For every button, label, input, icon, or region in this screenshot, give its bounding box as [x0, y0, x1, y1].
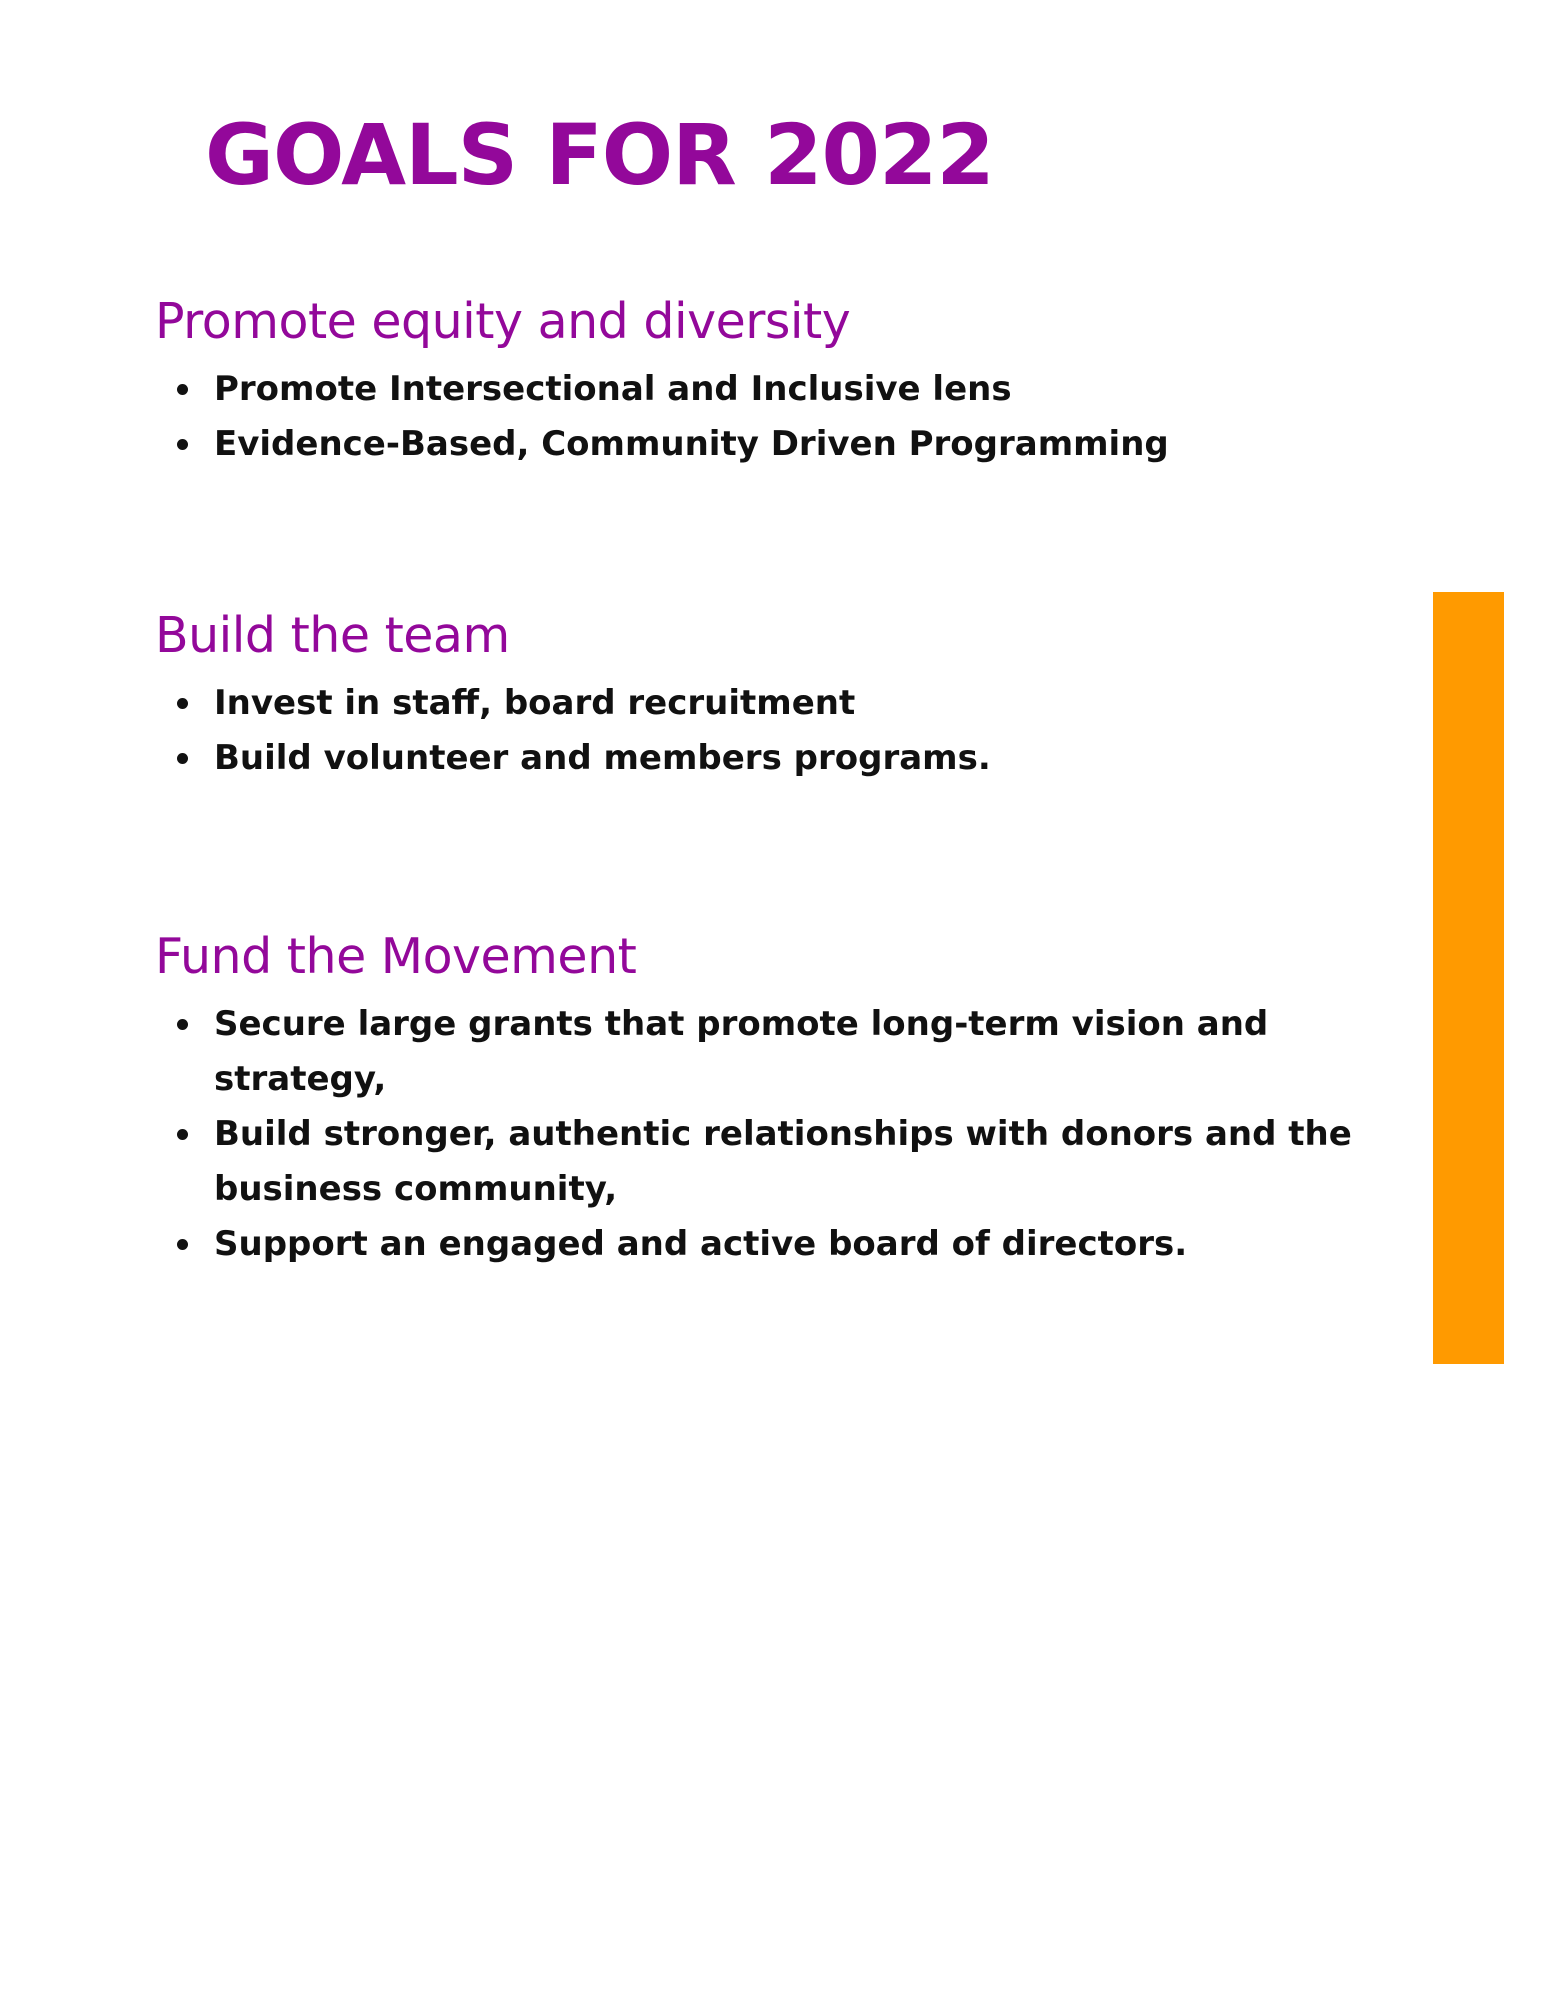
bullet-icon	[177, 698, 188, 709]
list-item	[155, 417, 1375, 472]
bullet-icon	[177, 439, 188, 450]
bullet-icon	[177, 1019, 188, 1030]
bullet-list	[155, 362, 1375, 472]
list-item	[155, 1217, 1375, 1272]
list-item-text: Build stronger, authentic relationships with donors and the business community,	[214, 1114, 1352, 1209]
section-promote-equity	[155, 282, 1375, 472]
bullet-icon	[177, 1129, 188, 1140]
bullet-icon	[177, 1239, 188, 1250]
list-item	[155, 997, 1375, 1107]
list-item-text: Evidence-Based, Community Driven Programming	[214, 424, 1169, 464]
section-heading: Promote equity and diversity	[155, 293, 851, 350]
section-build-team	[155, 596, 1375, 786]
list-item-text: Invest in staff, board recruitment	[214, 683, 856, 723]
bullet-icon	[177, 753, 188, 764]
accent-bar	[1433, 592, 1504, 1364]
page-title: GOALS FOR 2022	[205, 106, 994, 204]
section-fund-movement	[155, 917, 1375, 1272]
list-item-text: Support an engaged and active board of directors.	[214, 1224, 1188, 1264]
list-item-text: Build volunteer and members programs.	[214, 738, 991, 778]
bullet-list	[155, 676, 1375, 786]
section-heading: Fund the Movement	[155, 928, 637, 985]
section-heading: Build the team	[155, 607, 510, 664]
list-item-text: Promote Intersectional and Inclusive lens	[214, 369, 1012, 409]
list-item	[155, 1107, 1375, 1217]
bullet-icon	[177, 384, 188, 395]
list-item	[155, 362, 1375, 417]
list-item	[155, 731, 1375, 786]
list-item-text: Secure large grants that promote long-term vision and strategy,	[214, 1004, 1269, 1099]
list-item	[155, 676, 1375, 731]
bullet-list	[155, 997, 1375, 1272]
